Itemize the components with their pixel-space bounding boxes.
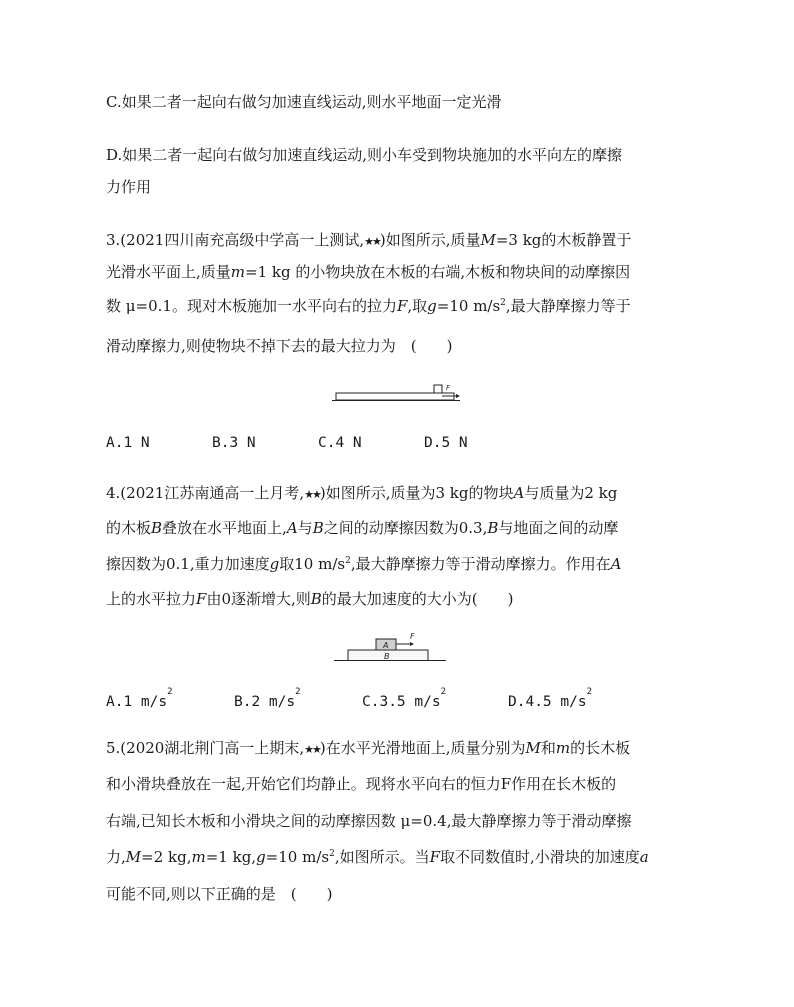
q4-line2: 的木板B叠放在水平地面上,A与B之间的动摩擦因数为0.3,B与地面之间的动摩 [106,519,619,537]
arrow-head-icon [410,642,414,646]
difficulty-star-icon: ★★ [304,488,320,501]
q5-line4: 力,M=2 kg,m=1 kg,g=10 $m/s^2$,如图所示。当F取不同数值时,小滑块的加速度a [106,848,649,866]
figure-label-a: A [383,641,389,650]
q3-option-a: A.1 N [106,435,150,451]
q4-figure-stacked-blocks [334,630,448,664]
q4-option-b: B.2 $m/s^2$ [234,687,301,710]
figure-label-b: B [384,652,390,661]
q4-option-c: C.3.5 $m/s^2$ [362,687,446,710]
q2-option-c: C.如果二者一起向右做匀加速直线运动,则水平地面一定光滑 [106,93,502,111]
q3-option-d: D.5 N [424,435,468,451]
q5-line1: 5.(2020湖北荆门高一上期末,★★)在水平光滑地面上,质量分别为M和m的长木板 [106,739,631,757]
q5-line2: 和小滑块叠放在一起,开始它们均静止。现将水平向右的恒力F作用在长木板的 [106,775,617,793]
q2-option-d-line2: 力作用 [106,178,152,196]
q4-option-a: A.1 $m/s^2$ [106,687,173,710]
q4-option-d: D.4.5 $m/s^2$ [508,687,592,710]
q4-line1: 4.(2021江苏南通高一上月考,★★)如图所示,质量为3 kg的物块A与质量为2 kg [106,484,618,502]
q4-line4: 上的水平拉力F由0逐渐增大,则B的最大加速度的大小为( ) [106,590,514,608]
q3-option-c: C.4 N [318,435,362,451]
q3-line4: 滑动摩擦力,则使物块不掉下去的最大拉力为 ( ) [106,337,453,355]
difficulty-star-icon: ★★ [364,235,380,248]
q3-line1: 3.(2021四川南充高级中学高一上测试,★★)如图所示,质量M=3 kg的木板静置于 [106,231,632,249]
q3-line2: 光滑水平面上,质量m=1 kg 的小物块放在木板的右端,木板和物块间的动摩擦因 [106,263,631,281]
q3-figure-board-block [332,381,462,403]
figure-label-f: F [446,384,451,392]
q5-line5: 可能不同,则以下正确的是 ( ) [106,885,333,903]
q3-line3: 数 μ=0.1。现对木板施加一水平向右的拉力F,取g=10 $m/s^2$,最大静摩擦力等于 [106,297,631,315]
figure-label-f: F [410,632,415,641]
board [336,393,454,400]
q4-line3: 擦因数为0.1,重力加速度g取10 $m/s^2$,最大静摩擦力等于滑动摩擦力。作用在A [106,555,622,573]
difficulty-star-icon: ★★ [304,743,320,756]
small-block [434,385,442,393]
q2-option-d-line1: D.如果二者一起向右做匀加速直线运动,则小车受到物块施加的水平向左的摩擦 [106,146,623,164]
q3-option-b: B.3 N [212,435,256,451]
arrow-head-icon [456,394,460,398]
q5-line3: 右端,已知长木板和小滑块之间的动摩擦因数 μ=0.4,最大静摩擦力等于滑动摩擦 [106,812,632,830]
